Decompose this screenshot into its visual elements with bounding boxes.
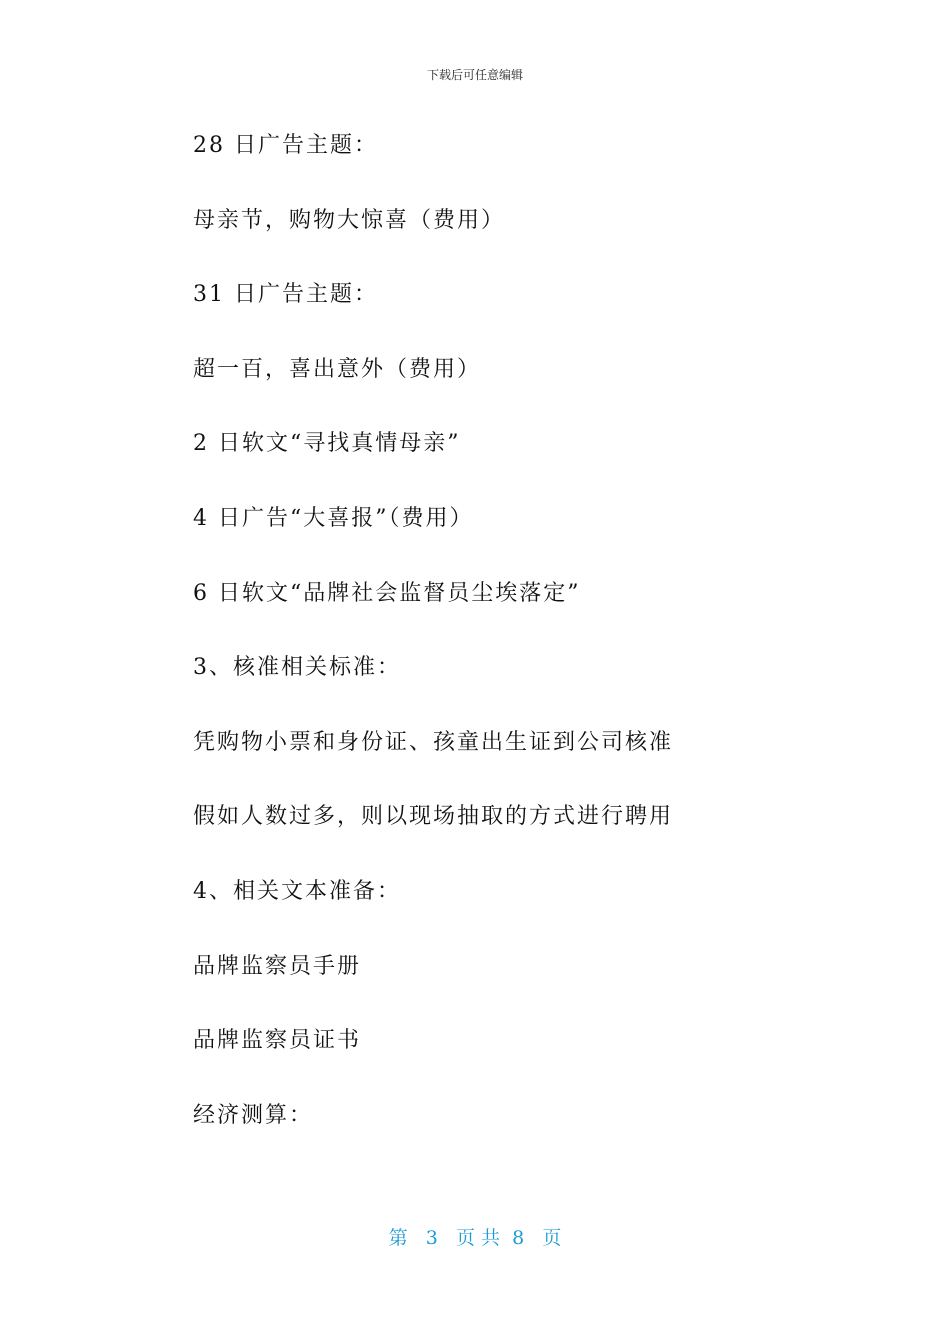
footer-label-page-end: 页 [542, 1227, 562, 1249]
footer-total-pages: 8 [512, 1227, 525, 1249]
body-line: 假如人数过多，则以现场抽取的方式进行聘用 [193, 804, 674, 830]
body-line: 4、相关文本准备： [193, 878, 401, 904]
body-line: 经济测算： [193, 1102, 314, 1128]
body-line: 6 日软文“品牌社会监督员尘埃落定” [193, 580, 581, 606]
body-line: 28 日广告主题： [193, 133, 378, 158]
body-line: 品牌监察员证书 [193, 1028, 362, 1054]
footer-label-page: 第 [388, 1227, 408, 1249]
body-line: 2 日软文“寻找真情母亲” [193, 431, 461, 457]
body-line: 凭购物小票和身份证、孩童出生证到公司核准 [193, 729, 674, 755]
body-line: 4 日广告“大喜报”（费用） [193, 505, 474, 531]
body-line: 母亲节，购物大惊喜（费用） [193, 207, 506, 233]
document-body [193, 125, 873, 1169]
footer-label-page-of: 页 共 [455, 1227, 501, 1249]
page-number-footer [0, 1224, 950, 1252]
body-line: 品牌监察员手册 [193, 953, 362, 979]
body-line: 31 日广告主题： [193, 282, 378, 308]
body-line: 超一百，喜出意外（费用） [193, 356, 482, 382]
header-note: 下载后可任意编辑 [426, 68, 523, 82]
body-line: 3、核准相关标准： [193, 655, 401, 681]
footer-current-page: 3 [425, 1227, 438, 1249]
